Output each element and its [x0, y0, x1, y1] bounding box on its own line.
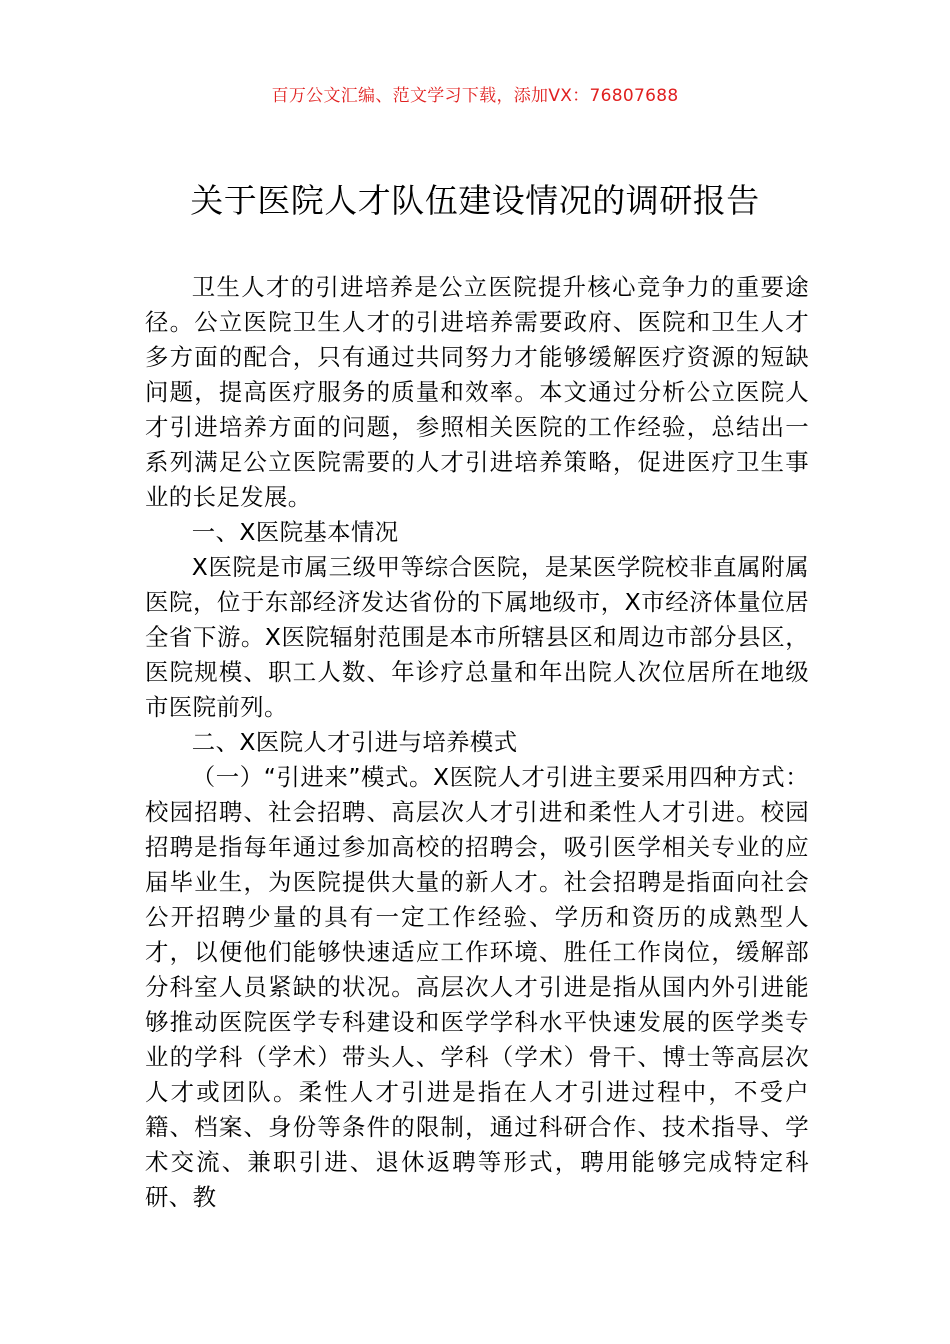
paragraph-basic-info: X医院是市属三级甲等综合医院，是某医学院校非直属附属医院，位于东部经济发达省份的下属地级市，X市经济体量位居全省下游。X医院辐射范围是本市所辖县区和周边市部分县区，医院规模、职工人数、年诊疗总量和年出院人次位居所在地级市医院前列。 — [145, 553, 809, 721]
paragraph-intro: 卫生人才的引进培养是公立医院提升核心竞争力的重要途径。公立医院卫生人才的引进培养需要政府、医院和卫生人才多方面的配合，只有通过共同努力才能够缓解医疗资源的短缺问题，提高医疗服务的质量和效率。本文通过分析公立医院人才引进培养方面的问题，参照相关医院的工作经验，总结出一系列满足公立医院需要的人才引进培养策略，促进医疗卫生事业的长足发展。 — [145, 273, 809, 511]
document-title: 关于医院人才队伍建设情况的调研报告 — [190, 181, 760, 220]
paragraph-recruitment-mode: （一）“引进来”模式。X医院人才引进主要采用四种方式：校园招聘、社会招聘、高层次人才引进和柔性人才引进。校园招聘是指每年通过参加高校的招聘会，吸引医学相关专业的应届毕业生，为医院提供大量的新人才。社会招聘是指面向社会公开招聘少量的具有一定工作经验、学历和资历的成熟型人才，以便他们能够快速适应工作环境、胜任工作岗位，缓解部分科室人员紧缺的状况。高层次人才引进是指从国内外引进能够推动医院医学专科建设和医学学科水平快速发展的医学类专业的学科（学术）带头人、学科（学术）骨干、博士等高层次人才或团队。柔性人才引进是指在人才引进过程中，不受户籍、档案、身份等条件的限制，通过科研合作、技术指导、学术交流、兼职引进、退休返聘等形式，聘用能够完成特定科研、教 — [145, 763, 809, 1211]
section-heading-1: 一、X医院基本情况 — [191, 518, 399, 546]
document-body — [145, 270, 809, 1215]
watermark-header: 百万公文汇编、范文学习下载，添加VX：76807688 — [271, 86, 679, 106]
section-heading-2: 二、X医院人才引进与培养模式 — [191, 728, 518, 756]
